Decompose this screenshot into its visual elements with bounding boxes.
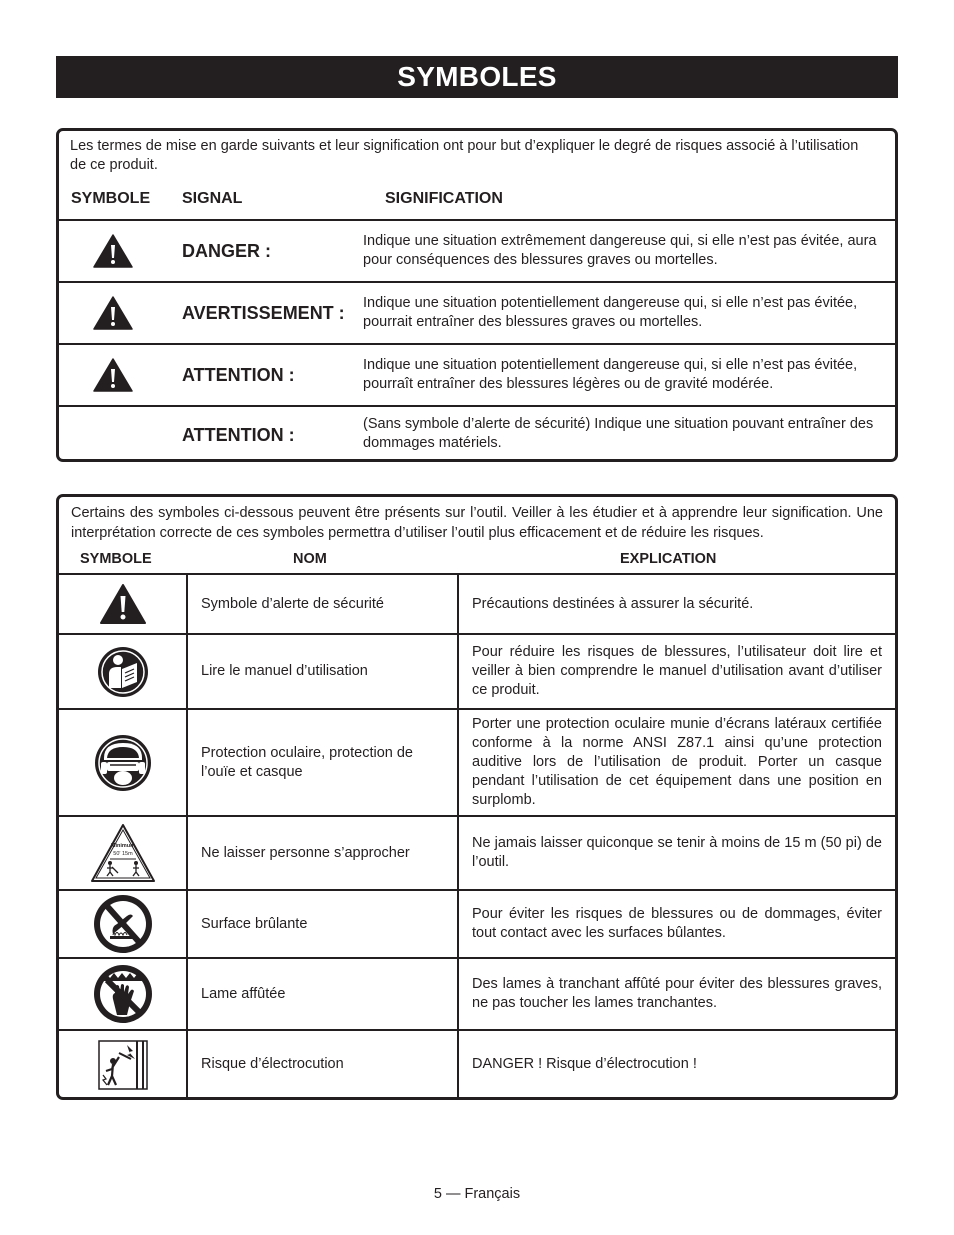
header-symbol: SYMBOLE <box>80 551 152 567</box>
icon-caption-distance: 50' 15m <box>112 851 133 857</box>
header-name: NOM <box>293 551 327 567</box>
electrocution-risk-icon <box>97 1039 149 1091</box>
warning-triangle-icon <box>93 234 133 268</box>
signal-row-warning <box>59 281 895 343</box>
table-row <box>59 709 895 816</box>
signal-words-box <box>56 128 898 462</box>
symbol-cell <box>59 634 187 709</box>
table-row <box>59 816 895 890</box>
symbol-name: Surface brûlante <box>187 890 458 958</box>
signal-row-danger <box>59 219 895 281</box>
page-title: SYMBOLES <box>56 56 898 98</box>
symbol-cell <box>59 890 187 958</box>
symbol-cell <box>59 574 187 634</box>
signal-meaning: (Sans symbole d’alerte de sécurité) Indique une situation pouvant entraîner des dommages matériels. <box>363 416 874 451</box>
safety-alert-icon <box>99 583 147 625</box>
signal-meaning: Indique une situation potentiellement dangereuse qui, si elle n’est pas évitée, pourrait entraîner des blessures graves ou mortelles. <box>363 295 858 330</box>
symbol-name: Symbole d’alerte de sécurité <box>187 574 458 634</box>
signal-label: ATTENTION : <box>182 365 295 385</box>
signal-meaning: Indique une situation potentiellement dangereuse qui, si elle n’est pas évitée, pourraît entraîner des blessures légères ou de gravité modérée. <box>363 357 858 392</box>
signal-intro: Les termes de mise en garde suivants et leur signification ont pour but d’expliquer le degré de risques associé à l’utilisation de ce produit. <box>70 138 859 173</box>
header-signal: SIGNAL <box>182 190 243 207</box>
page-footer: 5 — Français <box>433 1186 521 1202</box>
eye-ear-head-protection-icon <box>94 734 152 792</box>
table-row <box>59 1030 895 1098</box>
hot-surface-icon <box>93 894 153 954</box>
symbol-cell <box>59 958 187 1030</box>
icon-caption-minimum: Minimum <box>110 843 135 849</box>
signal-label: AVERTISSEMENT : <box>182 303 345 323</box>
symbols-box <box>56 494 898 1100</box>
signal-label: ATTENTION : <box>182 425 295 445</box>
symbol-explanation: DANGER ! Risque d’électrocution ! <box>458 1030 895 1098</box>
keep-bystanders-away-icon <box>90 823 156 883</box>
symbol-cell <box>59 816 187 890</box>
header-symbol: SYMBOLE <box>71 190 151 207</box>
read-manual-icon <box>97 646 149 698</box>
table-row <box>59 890 895 958</box>
symbol-explanation: Pour éviter les risques de blessures ou de dommages, éviter tout contact avec les surfaces bûlantes. <box>458 890 895 958</box>
symbol-name: Lame affûtée <box>187 958 458 1030</box>
symbol-name: Protection oculaire, protection de l’ouïe et casque <box>187 709 458 816</box>
signal-row-caution <box>59 343 895 405</box>
table-row <box>59 958 895 1030</box>
table-row <box>59 574 895 634</box>
symbol-explanation: Pour réduire les risques de blessures, l’utilisateur doit lire et veiller à bien comprendre le manuel d’utilisation avant d’utiliser ce produit. <box>458 634 895 709</box>
warning-triangle-icon <box>93 358 133 392</box>
signal-row-caution-property <box>59 405 895 461</box>
table-row <box>59 634 895 709</box>
symbols-table <box>59 573 895 1098</box>
symbol-cell <box>59 709 187 816</box>
symbol-explanation: Porter une protection oculaire munie d’écrans latéraux certifiée conforme à la norme ANSI Z87.1 ainsi qu’une protection auditive lors de l’utilisation de produit. Porter un casque pendant l’utilisation de cet équipement dans une position en surplomb. <box>458 709 895 816</box>
symbol-cell <box>59 1030 187 1098</box>
symbol-explanation: Ne jamais laisser quiconque se tenir à moins de 15 m (50 pi) de l’outil. <box>458 816 895 890</box>
symbol-name: Ne laisser personne s’approcher <box>187 816 458 890</box>
sharp-blade-icon <box>93 963 153 1025</box>
symbol-name: Lire le manuel d’utilisation <box>187 634 458 709</box>
symbol-explanation: Des lames à tranchant affûté pour éviter des blessures graves, ne pas toucher les lames tranchantes. <box>458 958 895 1030</box>
warning-triangle-icon <box>93 296 133 330</box>
signal-meaning: Indique une situation extrêmement dangereuse qui, si elle n’est pas évitée, aura pour conséquences des blessures graves ou mortelles. <box>363 233 877 268</box>
header-meaning: SIGNIFICATION <box>385 190 503 207</box>
symbols-intro: Certains des symboles ci-dessous peuvent être présents sur l’outil. Veiller à les étudier et à apprendre leur signification. Une interprétation correcte de ces symboles permettra d’utiliser l’outil plus efficacement et de réduire les risques. <box>71 505 883 541</box>
signal-label: DANGER : <box>182 241 271 261</box>
header-explanation: EXPLICATION <box>620 551 717 567</box>
symbol-name: Risque d’électrocution <box>187 1030 458 1098</box>
symbol-explanation: Précautions destinées à assurer la sécurité. <box>458 574 895 634</box>
